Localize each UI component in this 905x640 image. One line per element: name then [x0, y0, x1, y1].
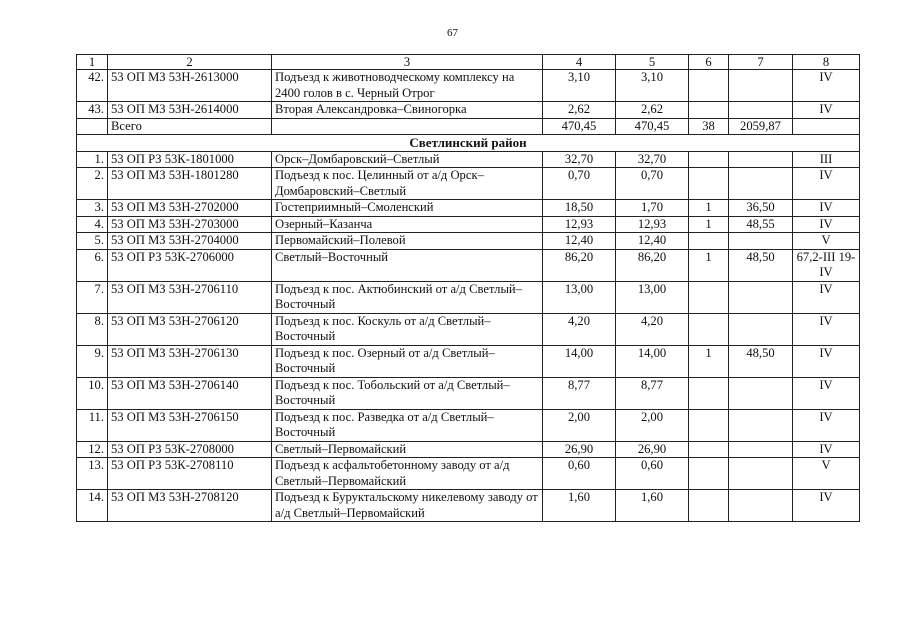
- table-row: [77, 458, 860, 490]
- road-name: Гостеприимный–Смоленский: [272, 200, 543, 217]
- bridge-length: 48,50: [729, 345, 793, 377]
- road-category: 67,2-III 19-IV: [793, 249, 860, 281]
- road-name: Первомайский–Полевой: [272, 233, 543, 250]
- road-name: Подъезд к пос. Коскуль от а/д Светлый–Восточный: [272, 313, 543, 345]
- length-paved: 4,20: [616, 313, 689, 345]
- length-total: 2,62: [543, 102, 616, 119]
- length-total: 86,20: [543, 249, 616, 281]
- road-name: Озерный–Казанча: [272, 216, 543, 233]
- road-category: IV: [793, 345, 860, 377]
- road-category: IV: [793, 216, 860, 233]
- road-name: Светлый–Восточный: [272, 249, 543, 281]
- row-number: 7.: [77, 281, 108, 313]
- length-total: 12,93: [543, 216, 616, 233]
- table-row: [77, 233, 860, 250]
- district-heading: Светлинский район: [77, 135, 860, 152]
- header-cell: 8: [793, 55, 860, 70]
- road-category: IV: [793, 313, 860, 345]
- total-length: 470,45: [543, 118, 616, 135]
- length-paved: 0,70: [616, 168, 689, 200]
- bridge-count: [689, 313, 729, 345]
- road-register-table: [76, 54, 860, 522]
- bridge-length: 36,50: [729, 200, 793, 217]
- table-row: [77, 377, 860, 409]
- length-paved: 2,00: [616, 409, 689, 441]
- length-total: 32,70: [543, 151, 616, 168]
- length-paved: 0,60: [616, 458, 689, 490]
- road-code: 53 ОП МЗ 53Н-2708120: [108, 490, 272, 522]
- length-total: 8,77: [543, 377, 616, 409]
- table-row: [77, 281, 860, 313]
- bridge-count: [689, 441, 729, 458]
- length-total: 0,70: [543, 168, 616, 200]
- road-code: 53 ОП РЗ 53К-2708110: [108, 458, 272, 490]
- bridge-count: [689, 458, 729, 490]
- length-total: 18,50: [543, 200, 616, 217]
- bridge-length: [729, 151, 793, 168]
- length-total: 0,60: [543, 458, 616, 490]
- length-paved: 12,93: [616, 216, 689, 233]
- row-number: 5.: [77, 233, 108, 250]
- road-code: 53 ОП МЗ 53Н-2706130: [108, 345, 272, 377]
- bridge-length: [729, 441, 793, 458]
- length-paved: 13,00: [616, 281, 689, 313]
- row-number: 13.: [77, 458, 108, 490]
- road-name: Подъезд к пос. Тобольский от а/д Светлый–Восточный: [272, 377, 543, 409]
- bridge-length: [729, 168, 793, 200]
- row-number: 6.: [77, 249, 108, 281]
- district-rows: [77, 151, 860, 522]
- bridge-length: [729, 377, 793, 409]
- road-code: 53 ОП РЗ 53К-2708000: [108, 441, 272, 458]
- total-length-paved: 470,45: [616, 118, 689, 135]
- bridge-length: [729, 102, 793, 119]
- road-name: Подъезд к пос. Целинный от а/д Орск–Домбаровский–Светлый: [272, 168, 543, 200]
- road-name: Подъезд к животноводческому комплексу на 2400 голов в с. Черный Отрог: [272, 70, 543, 102]
- row-number: 8.: [77, 313, 108, 345]
- bridge-length: [729, 281, 793, 313]
- total-empty-cell: [272, 118, 543, 135]
- row-number: 10.: [77, 377, 108, 409]
- row-number: 3.: [77, 200, 108, 217]
- header-cell: 6: [689, 55, 729, 70]
- road-name: Подъезд к асфальтобетонному заводу от а/д Светлый–Первомайский: [272, 458, 543, 490]
- bridge-length: 48,50: [729, 249, 793, 281]
- road-category: V: [793, 233, 860, 250]
- road-code: 53 ОП РЗ 53К-1801000: [108, 151, 272, 168]
- total-category: [793, 118, 860, 135]
- bridge-count: 1: [689, 200, 729, 217]
- length-paved: 32,70: [616, 151, 689, 168]
- road-category: III: [793, 151, 860, 168]
- table-row: [77, 151, 860, 168]
- length-total: 2,00: [543, 409, 616, 441]
- road-code: 53 ОП МЗ 53Н-2613000: [108, 70, 272, 102]
- row-number: 14.: [77, 490, 108, 522]
- row-number: 43.: [77, 102, 108, 119]
- table-row: [77, 313, 860, 345]
- road-name: Подъезд к пос. Актюбинский от а/д Светлый–Восточный: [272, 281, 543, 313]
- road-code: 53 ОП МЗ 53Н-1801280: [108, 168, 272, 200]
- bridge-count: [689, 233, 729, 250]
- bridge-length: 48,55: [729, 216, 793, 233]
- bridge-count: 1: [689, 216, 729, 233]
- length-paved: 86,20: [616, 249, 689, 281]
- road-category: IV: [793, 409, 860, 441]
- table-row: [77, 216, 860, 233]
- table-row: [77, 409, 860, 441]
- total-bridge-length: 2059,87: [729, 118, 793, 135]
- table-row: [77, 102, 860, 119]
- road-code: 53 ОП МЗ 53Н-2706150: [108, 409, 272, 441]
- bridge-length: [729, 409, 793, 441]
- road-name: Подъезд к пос. Озерный от а/д Светлый–Восточный: [272, 345, 543, 377]
- road-category: IV: [793, 168, 860, 200]
- road-code: 53 ОП МЗ 53Н-2703000: [108, 216, 272, 233]
- length-paved: 1,60: [616, 490, 689, 522]
- table-row: [77, 200, 860, 217]
- road-code: 53 ОП МЗ 53Н-2706110: [108, 281, 272, 313]
- length-total: 13,00: [543, 281, 616, 313]
- length-paved: 26,90: [616, 441, 689, 458]
- total-empty-cell: [77, 118, 108, 135]
- bridge-count: 1: [689, 249, 729, 281]
- bridge-count: 1: [689, 345, 729, 377]
- bridge-count: [689, 70, 729, 102]
- column-number-row: [77, 55, 860, 70]
- length-total: 12,40: [543, 233, 616, 250]
- length-total: 1,60: [543, 490, 616, 522]
- road-name: Подъезд к Буруктальскому никелевому заводу от а/д Светлый–Первомайский: [272, 490, 543, 522]
- table-row: [77, 70, 860, 102]
- row-number: 12.: [77, 441, 108, 458]
- length-paved: 8,77: [616, 377, 689, 409]
- row-number: 9.: [77, 345, 108, 377]
- road-code: 53 ОП МЗ 53Н-2706140: [108, 377, 272, 409]
- bridge-length: [729, 458, 793, 490]
- road-category: IV: [793, 377, 860, 409]
- road-name: Подъезд к пос. Разведка от а/д Светлый–Восточный: [272, 409, 543, 441]
- bridge-length: [729, 313, 793, 345]
- length-paved: 1,70: [616, 200, 689, 217]
- district-heading-row: [77, 135, 860, 152]
- road-category: V: [793, 458, 860, 490]
- page-number: 67: [447, 27, 458, 39]
- length-total: 14,00: [543, 345, 616, 377]
- bridge-length: [729, 490, 793, 522]
- table-row: [77, 345, 860, 377]
- length-paved: 3,10: [616, 70, 689, 102]
- bridge-count: [689, 409, 729, 441]
- table-row: [77, 168, 860, 200]
- road-category: IV: [793, 281, 860, 313]
- length-total: 4,20: [543, 313, 616, 345]
- road-code: 53 ОП МЗ 53Н-2704000: [108, 233, 272, 250]
- header-cell: 7: [729, 55, 793, 70]
- road-code: 53 ОП МЗ 53Н-2706120: [108, 313, 272, 345]
- road-category: IV: [793, 490, 860, 522]
- bridge-length: [729, 233, 793, 250]
- length-paved: 12,40: [616, 233, 689, 250]
- table-row: [77, 249, 860, 281]
- road-name: Вторая Александровка–Свиногорка: [272, 102, 543, 119]
- bridge-count: [689, 490, 729, 522]
- header-cell: 2: [108, 55, 272, 70]
- bridge-count: [689, 377, 729, 409]
- header-cell: 4: [543, 55, 616, 70]
- road-name: Светлый–Первомайский: [272, 441, 543, 458]
- header-cell: 1: [77, 55, 108, 70]
- length-total: 26,90: [543, 441, 616, 458]
- table-row: [77, 441, 860, 458]
- bridge-count: [689, 102, 729, 119]
- row-number: 2.: [77, 168, 108, 200]
- header-cell: 3: [272, 55, 543, 70]
- road-code: 53 ОП МЗ 53Н-2702000: [108, 200, 272, 217]
- road-category: IV: [793, 200, 860, 217]
- total-label: Всего: [108, 118, 272, 135]
- road-category: IV: [793, 441, 860, 458]
- road-name: Орск–Домбаровский–Светлый: [272, 151, 543, 168]
- road-code: 53 ОП РЗ 53К-2706000: [108, 249, 272, 281]
- bridge-length: [729, 70, 793, 102]
- bridge-count: [689, 151, 729, 168]
- length-paved: 2,62: [616, 102, 689, 119]
- bridge-count: [689, 168, 729, 200]
- bridge-count: [689, 281, 729, 313]
- header-cell: 5: [616, 55, 689, 70]
- total-bridge-count: 38: [689, 118, 729, 135]
- length-paved: 14,00: [616, 345, 689, 377]
- table-row: [77, 490, 860, 522]
- road-category: IV: [793, 102, 860, 119]
- row-number: 4.: [77, 216, 108, 233]
- length-total: 3,10: [543, 70, 616, 102]
- road-code: 53 ОП МЗ 53Н-2614000: [108, 102, 272, 119]
- total-row: [77, 118, 860, 135]
- row-number: 1.: [77, 151, 108, 168]
- row-number: 11.: [77, 409, 108, 441]
- row-number: 42.: [77, 70, 108, 102]
- road-category: IV: [793, 70, 860, 102]
